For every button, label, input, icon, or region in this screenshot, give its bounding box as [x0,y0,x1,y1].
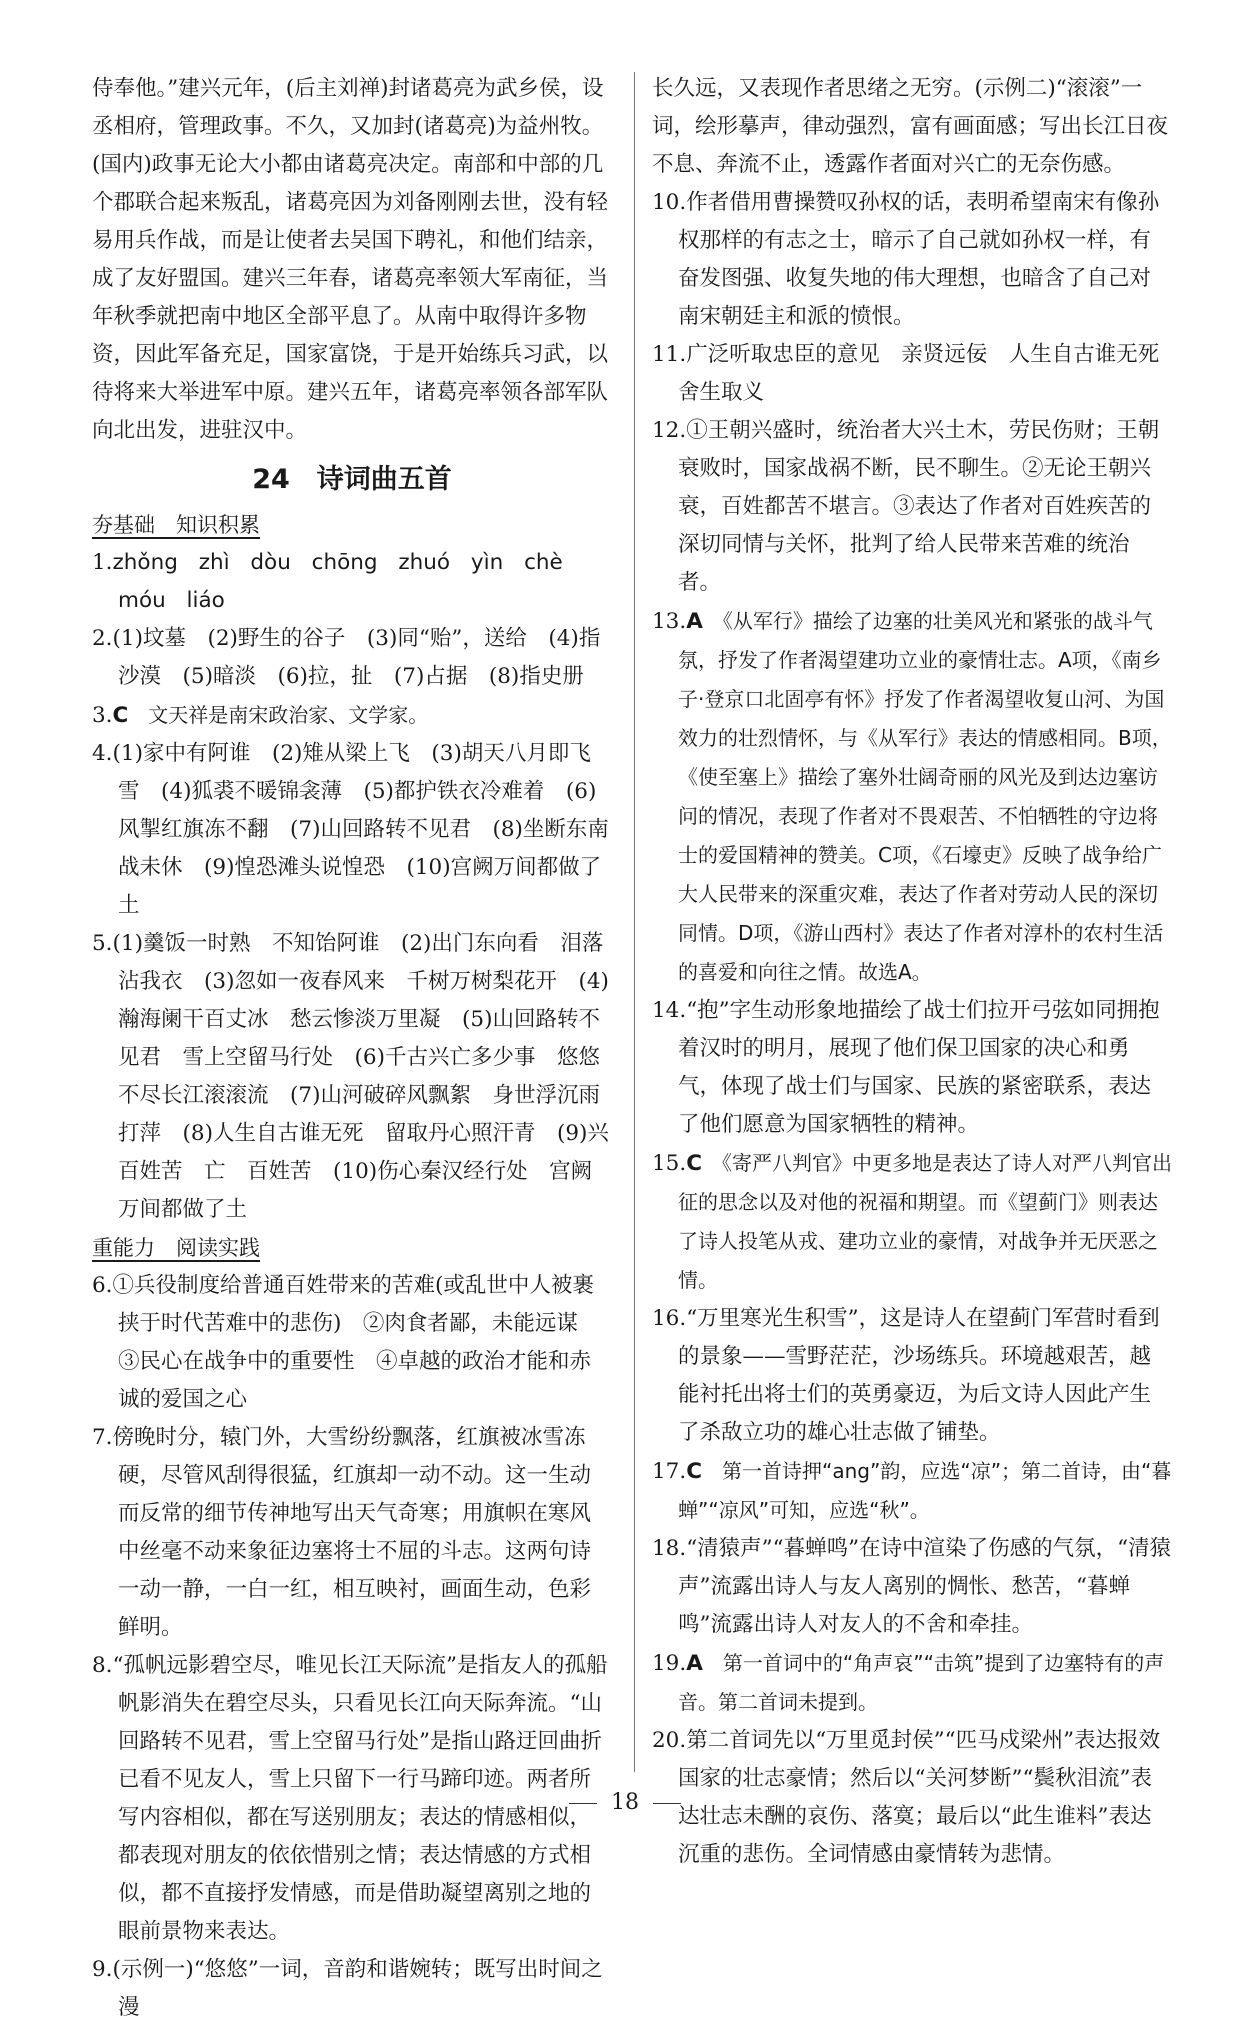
question-8: 8.“孤帆远影碧空尽，唯见长江天际流”是指友人的孤船帆影消失在碧空尽头，只看见长江向天际奔流。“山回路转不见君，雪上空留马行处”是指山路迂回曲折已看不见友人，雪上只留下一行马蹄印迹。两者所写内容相似，都在写送别朋友；表达的情感相似，都表现对朋友的依依惜别之情；表达情感的方式相似，都不直接抒发情感，而是借助凝望离别之地的眼前景物来表达。 [92,1653,608,1944]
question-13: 13.A 《从军行》描绘了边塞的壮美风光和紧张的战斗气氛，抒发了作者渴望建功立业的豪情壮志。A项，《南乡子·登京口北固亭有怀》抒发了作者渴望收复山河、为国效力的壮烈情怀，与《从军行》表达的情感相同。B项，《使至塞上》描绘了塞外壮阔奇丽的风光及到达边塞访问的情况，表现了作者对不畏艰苦、不怕牺牲的守边将士的爱国精神的赞美。C项，《石壕吏》反映了战争给广大人民带来的深重灾难，表达了作者对劳动人民的深切同情。D项，《游山西村》表达了作者对淳朴的农村生活的喜爱和向往之情。故选A。 [652,609,1172,984]
page-number: 18 [611,1790,639,1815]
question-10: 10.作者借用曹操赞叹孙权的话，表明希望南宋有像孙权那样的有志之士，暗示了自己就如孙权一样，有奋发图强、收复失地的伟大理想，也暗含了自己对南宋朝廷主和派的愤恨。 [652,190,1160,329]
question-20: 20.第二首词先以“万里觅封侯”“匹马戍梁州”表达报效国家的壮志豪情；然后以“关河梦断”“鬓秋泪流”表达壮志未酬的哀伤、落寞；最后以“此生谁料”表达沉重的悲伤。全词情感由豪情转为悲情。 [652,1728,1161,1867]
answer-letter: C [112,703,129,728]
answer-letter: C [686,1459,702,1484]
question-18: 18.“清猿声”“暮蝉鸣”在诗中渲染了伤感的气氛，“清猿声”流露出诗人与友人离别的惆怅、愁苦，“暮蝉鸣”流露出诗人对友人的不舍和牵挂。 [652,1536,1172,1637]
question-5: 5.(1)羹饭一时熟 不知饴阿谁 (2)出门东向看 泪落沾我衣 (3)忽如一夜春风来 千树万树梨花开 (4)瀚海阑干百丈冰 愁云惨淡万里凝 (5)山回路转不见君 雪上空留马行处 (6)千古兴亡多少事 悠悠 不尽长江滚滚流 (7)山河破碎风飘絮 身世浮沉雨打萍 (8)人生自古谁无死 留取丹心照汗青 (9)兴 百姓苦 亡 百姓苦 (10)伤心秦汉经行处 宫阙万间都做了土 [92,931,631,1222]
dash-right [653,1803,681,1804]
question-19: 19.A 第一首词中的“角声哀”“击筑”提到了边塞特有的声音。第二首词未提到。 [652,1651,1165,1714]
column-divider [634,72,635,1772]
question-6: 6.①兵役制度给普通百姓带来的苦难(或乱世中人被裹挟于时代苦难中的悲伤) ②肉食者鄙，未能远谋 ③民心在战争中的重要性 ④卓越的政治才能和赤诚的爱国之心 [92,1273,600,1412]
question-4: 4.(1)家中有阿谁 (2)雉从梁上飞 (3)胡天八月即飞雪 (4)狐裘不暖锦衾薄 (5)都护铁衣冷难着 (6)风掣红旗冻不翻 (7)山回路转不见君 (8)坐断东南战未休 (9)惶恐滩头说惶恐 (10)宫阙万间都做了土 [92,741,609,918]
dash-left [569,1803,597,1804]
answer-letter: A [686,609,703,634]
page-footer [0,1790,1250,1815]
continued-paragraph-right: 长久远，又表现作者思绪之无穷。(示例二)“滚滚”一词，绘形摹声，律动强烈，富有画面感；写出长江日夜不息、奔流不止，透露作者面对兴亡的无奈伤感。 [652,76,1169,177]
question-9: 9.(示例一)“悠悠”一词，音韵和谐婉转；既写出时间之漫 [92,1957,603,2020]
section-heading-reading: 重能力 阅读实践 [92,1236,260,1260]
question-17: 17.C 第一首诗押“ang”韵，应选“凉”；第二首诗，由“暮蝉”“凉风”可知，应选“秋”。 [652,1459,1172,1522]
question-3: 3.C 文天祥是南宋政治家、文学家。 [92,703,429,728]
answer-letter: A [686,1651,703,1676]
lesson-title: 24 诗词曲五首 [252,464,452,495]
continued-paragraph: 侍奉他。”建兴元年，(后主刘禅)封诸葛亮为武乡侯，设丞相府，管理政事。不久，又加封(诸葛亮)为益州牧。(国内)政事无论大小都由诸葛亮决定。南部和中部的几个郡联合起来叛乱，诸葛亮因为刘备刚刚去世，没有轻易用兵作战，而是让使者去吴国下聘礼，和他们结亲，成了友好盟国。建兴三年春，诸葛亮率领大军南征，当年秋季就把南中地区全部平息了。从南中取得许多物资，因此军备充足，国家富饶，于是开始练兵习武，以待将来大举进军中原。建兴五年，诸葛亮率领各部军队向北出发，进驻汉中。 [92,76,609,443]
question-7: 7.傍晚时分，辕门外，大雪纷纷飘落，红旗被冰雪冻硬，尽管风刮得很猛，红旗却一动不动。这一生动而反常的细节传神地写出天气奇寒；用旗帜在寒风中丝毫不动来象征边塞将士不屈的斗志。这两句诗一动一静，一白一红，相互映衬，画面生动，色彩鲜明。 [92,1425,592,1640]
right-column [652,70,1181,1874]
question-1: 1.zhǒng zhì dòu chōng zhuó yìn chè móu liáo [92,550,563,613]
question-11: 11.广泛听取忠臣的意见 亲贤远佞 人生自古谁无死 舍生取义 [652,342,1181,405]
question-16: 16.“万里寒光生积雪”，这是诗人在望蓟门军营时看到的景象——雪野茫茫，沙场练兵。环境越艰苦，越能衬托出将士们的英勇豪迈，为后文诗人因此产生了杀敌立功的雄心壮志做了铺垫。 [652,1306,1160,1445]
section-heading-basics: 夯基础 知识积累 [92,513,260,537]
pinyin-answers: zhǒng zhì dòu chōng zhuó yìn chè móu liáo [112,550,563,613]
question-12: 12.①王朝兴盛时，统治者大兴土木，劳民伤财；王朝衰败时，国家战祸不断，民不聊生。②无论王朝兴衰，百姓都苦不堪言。③表达了作者对百姓疾苦的深切同情与关怀，批判了给人民带来苦难的统治者。 [652,418,1160,595]
question-2: 2.(1)坟墓 (2)野生的谷子 (3)同“贻”，送给 (4)指沙漠 (5)暗淡 (6)拉，扯 (7)占据 (8)指史册 [92,626,601,689]
question-15: 15.C 《寄严八判官》中更多地是表达了诗人对严八判官出征的思念以及对他的祝福和期望。而《望蓟门》则表达了诗人投笔从戎、建功立业的豪情，对战争并无厌恶之情。 [652,1151,1172,1292]
question-14: 14.“抱”字生动形象地描绘了战士们拉开弓弦如同拥抱着汉时的明月，展现了他们保卫国家的决心和勇气，体现了战士们与国家、民族的紧密联系，表达了他们愿意为国家牺牲的精神。 [652,998,1160,1137]
answer-letter: C [686,1151,702,1176]
